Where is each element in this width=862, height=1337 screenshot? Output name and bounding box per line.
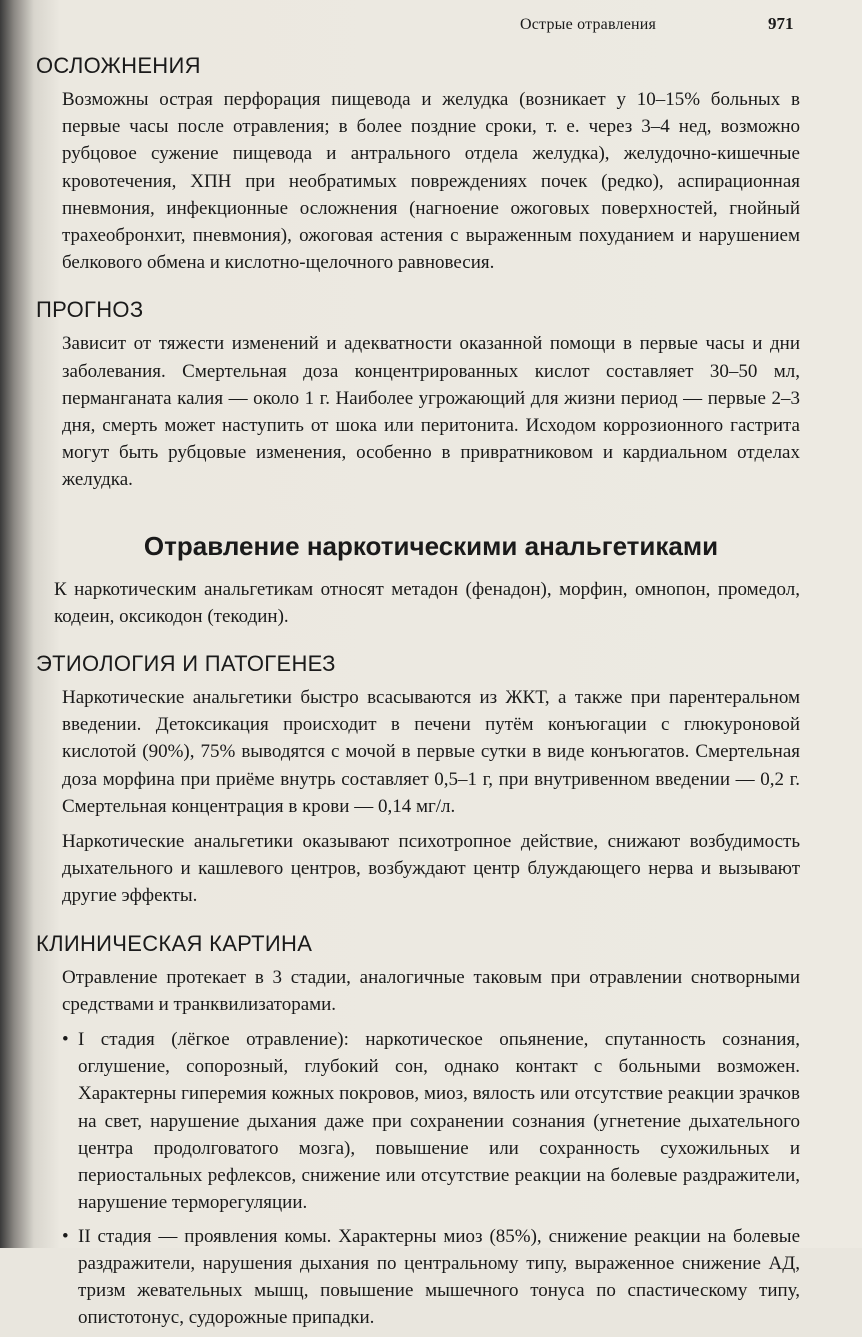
page-number: 971 <box>768 14 794 33</box>
bullet-marker: • <box>62 1029 69 1051</box>
etiology-paragraph-2: Наркотические анальгетики оказывают психотропное действие, снижают возбудимость дыхательного и кашлевого центров, возбуждают центр блуждающего нерва и вызывают другие эффекты. <box>62 831 800 907</box>
bullet-marker: • <box>62 1225 69 1247</box>
stage-1-text: I стадия (лёгкое отравление): наркотическое опьянение, спутанность сознания, оглушение, сопорозный, глубокий сон, однако контакт с больными возможен. Характерны гиперемия кожных покровов, миоз, вялость или отсутствие реакции зрачков на свет, нарушение дыхания даже при сохранении сознания (угнетение дыхательного центра продолговатого мозга), повышение или сохранность сухожильных и периостальных рефлексов, снижение или отсутствие реакции на болевые раздражители, нарушение терморегуляции. <box>78 1029 800 1214</box>
etiology-paragraph-1: Наркотические анальгетики быстро всасываются из ЖКТ, а также при парентеральном введении. Детоксикация происходит в печени путём конъюгации с глюкуроновой кислотой (90%), 75% выводятся с мочой в первые сутки в виде конъюгатов. Смертельная доза морфина при приёме внутрь составляет 0,5–1 г, при внутривенном введении — 0,2 г. Смертельная концентрация в крови — 0,14 мг/л. <box>62 687 800 817</box>
clinical-intro: Отравление протекает в 3 стадии, аналогичные таковым при отравлении снотворными средствами и транквилизаторами. <box>62 966 800 1015</box>
heading-prognosis: ПРОГНОЗ <box>36 297 144 323</box>
stages-list <box>62 1026 800 1331</box>
chapter-intro: К наркотическим анальгетикам относят метадон (фенадон), морфин, омнопон, промедол, кодеин, оксикодон (текодин). <box>54 578 800 627</box>
running-head-title: Острые отравления <box>520 16 657 33</box>
stage-2-text: II стадия — проявления комы. Характерны миоз (85%), снижение реакции на болевые раздражители, нарушения дыхания по центральному типу, выраженное снижение АД, тризм жевательных мышц, повышение мышечного тонуса по спастическому типу, опистотонус, судорожные припадки. <box>78 1225 800 1329</box>
heading-etiology: ЭТИОЛОГИЯ И ПАТОГЕНЕЗ <box>36 651 336 677</box>
complications-text: Возможны острая перфорация пищевода и желудка (возникает у 10–15% больных в первые часы после отравления; в более поздние сроки, т. е. через 3–4 нед, возможно рубцовое сужение пищевода и антрального отдела желудка), желудочно-кишечные кровотечения, ХПН при необратимых повреждениях почек (редко), аспирационная пневмония, инфекционные осложнения (нагноение ожоговых поверхностей, гнойный трахеобронхит, пневмония), ожоговая астения с выраженным похуданием и нарушением белкового обмена и кислотно-щелочного равновесия. <box>62 89 800 274</box>
list-item <box>62 1026 800 1216</box>
heading-complications: ОСЛОЖНЕНИЯ <box>36 53 201 78</box>
chapter-title: Отравление наркотическими анальгетиками <box>143 530 719 561</box>
page-content <box>36 52 800 1337</box>
heading-clinical: КЛИНИЧЕСКАЯ КАРТИНА <box>36 930 313 956</box>
list-item <box>62 1223 800 1332</box>
running-head <box>0 10 862 40</box>
prognosis-text: Зависит от тяжести изменений и адекватности оказанной помощи в первые часы и дни заболевания. Смертельная доза концентрированных кислот составляет 30–50 мл, перманганата калия — около 1 г. Наиболее угрожающий для жизни период — первые 2–3 дня, смерть может наступить от шока или перитонита. Исходом коррозионного гастрита могут быть рубцовые изменения, особенно в привратниковом и кардиальном отделах желудка. <box>62 333 800 491</box>
